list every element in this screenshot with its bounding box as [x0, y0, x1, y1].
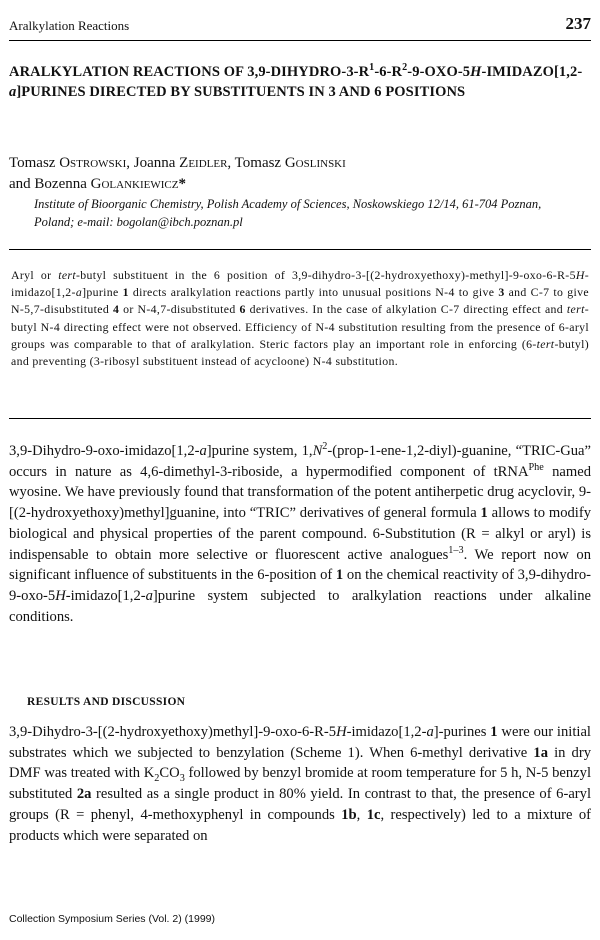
- intro-paragraph: 3,9-Dihydro-9-oxo-imidazo[1,2-a]purine system, $1,N^2-(prop-1-ene-1,2-diyl)$-guanine, “TRIC-Gua” occurs in nature as 4,6-dimethyl-3-riboside, a hypermodified component of tRNA$^{Phe}$ named wyosine. We have previously found that transformation of the potent antiherpetic drug acyclovir, 9-[(2-hydroxyethoxy)methyl]guanine, into “TRIC” derivatives of general formula 1 allows to modify biological and physical properties of the parent compound. 6-Substitution (R = alkyl or aryl) is indispensable to obtain more selective or fluorescent active analogues$^{1-3}$. We report now on significant influence of substituents in the 6-position of 1 on the chemical reactivity of 3,9-dihydro-9-oxo-5H-imidazo[1,2-a]purine system subjected to aralkylation reactions under alkaline conditions.: [9, 441, 591, 625]
- author-list: Tomasz Ostrowski, Joanna Zeidler, Tomasz Goslinski and Bozenna Golankiewicz*: [9, 155, 346, 192]
- header-rule: [9, 40, 591, 41]
- results-paragraph: 3,9-Dihydro-3-[(2-hydroxyethoxy)methyl]-9-oxo-6-R-5H-imidazo[1,2-a]-purines 1 were our initial substrates which we subjected to benzylation (Scheme 1). When 6-methyl derivative 1a in dry DMF was treated with $K_2CO_3$ followed by benzyl bromide at room temperature for 5 h, N-5 benzyl substituted 2a resulted as a single product in 80% yield. In contrast to that, the presence of 6-aryl groups (R = phenyl, 4-methoxyphenyl in compounds 1b, 1c, respectively) led to a mixture of products which were separated on: [9, 724, 592, 844]
- running-head: [9, 14, 591, 34]
- affiliation: Institute of Bioorganic Chemistry, Polish Academy of Sciences, Noskowskiego 12/14, 61-704 Poznan, Poland; e-mail: bogolan@ibch.poznan.pl: [34, 197, 542, 229]
- abstract-box: [9, 249, 591, 419]
- article-title: ARALKYLATION REACTIONS OF $3,9-DIHYDRO-3-R^1-6-R^2-9-OXO-5H-IMIDAZO[1,2-a]PURINES$ DIRECTED BY SUBSTITUENTS IN 3 AND 6 POSITIONS: [9, 62, 583, 100]
- running-head-title: Aralkylation Reactions: [9, 18, 130, 33]
- abstract-text: Aryl or tert-butyl substituent in the 6 position of 3,9-dihydro-3-[(2-hydroxyethoxy)-methyl]-9-oxo-6-R-5H-imidazo[1,2-a]purine 1 directs aralkylation reactions partly into unusual positions N-4 to give 3 and C-7 to give N-5,7-disubstituted 4 or N-4,7-disubstituted 6 derivatives. In the case of alkylation C-7 directing effect and tert-butyl N-4 directing effect were not observed. Efficiency of N-4 substitution resulting from the presence of 6-aryl groups was comparable to that of aralkylation. Steric factors play an important role in enforcing (6-tert-butyl) and preventing (3-ribosyl substituent instead of acycloone) N-4 substitution.: [11, 268, 589, 369]
- section-heading: RESULTS AND DISCUSSION: [27, 696, 186, 708]
- page-number: 237: [565, 14, 591, 33]
- footer-citation: Collection Symposium Series (Vol. 2) (1999): [9, 913, 216, 925]
